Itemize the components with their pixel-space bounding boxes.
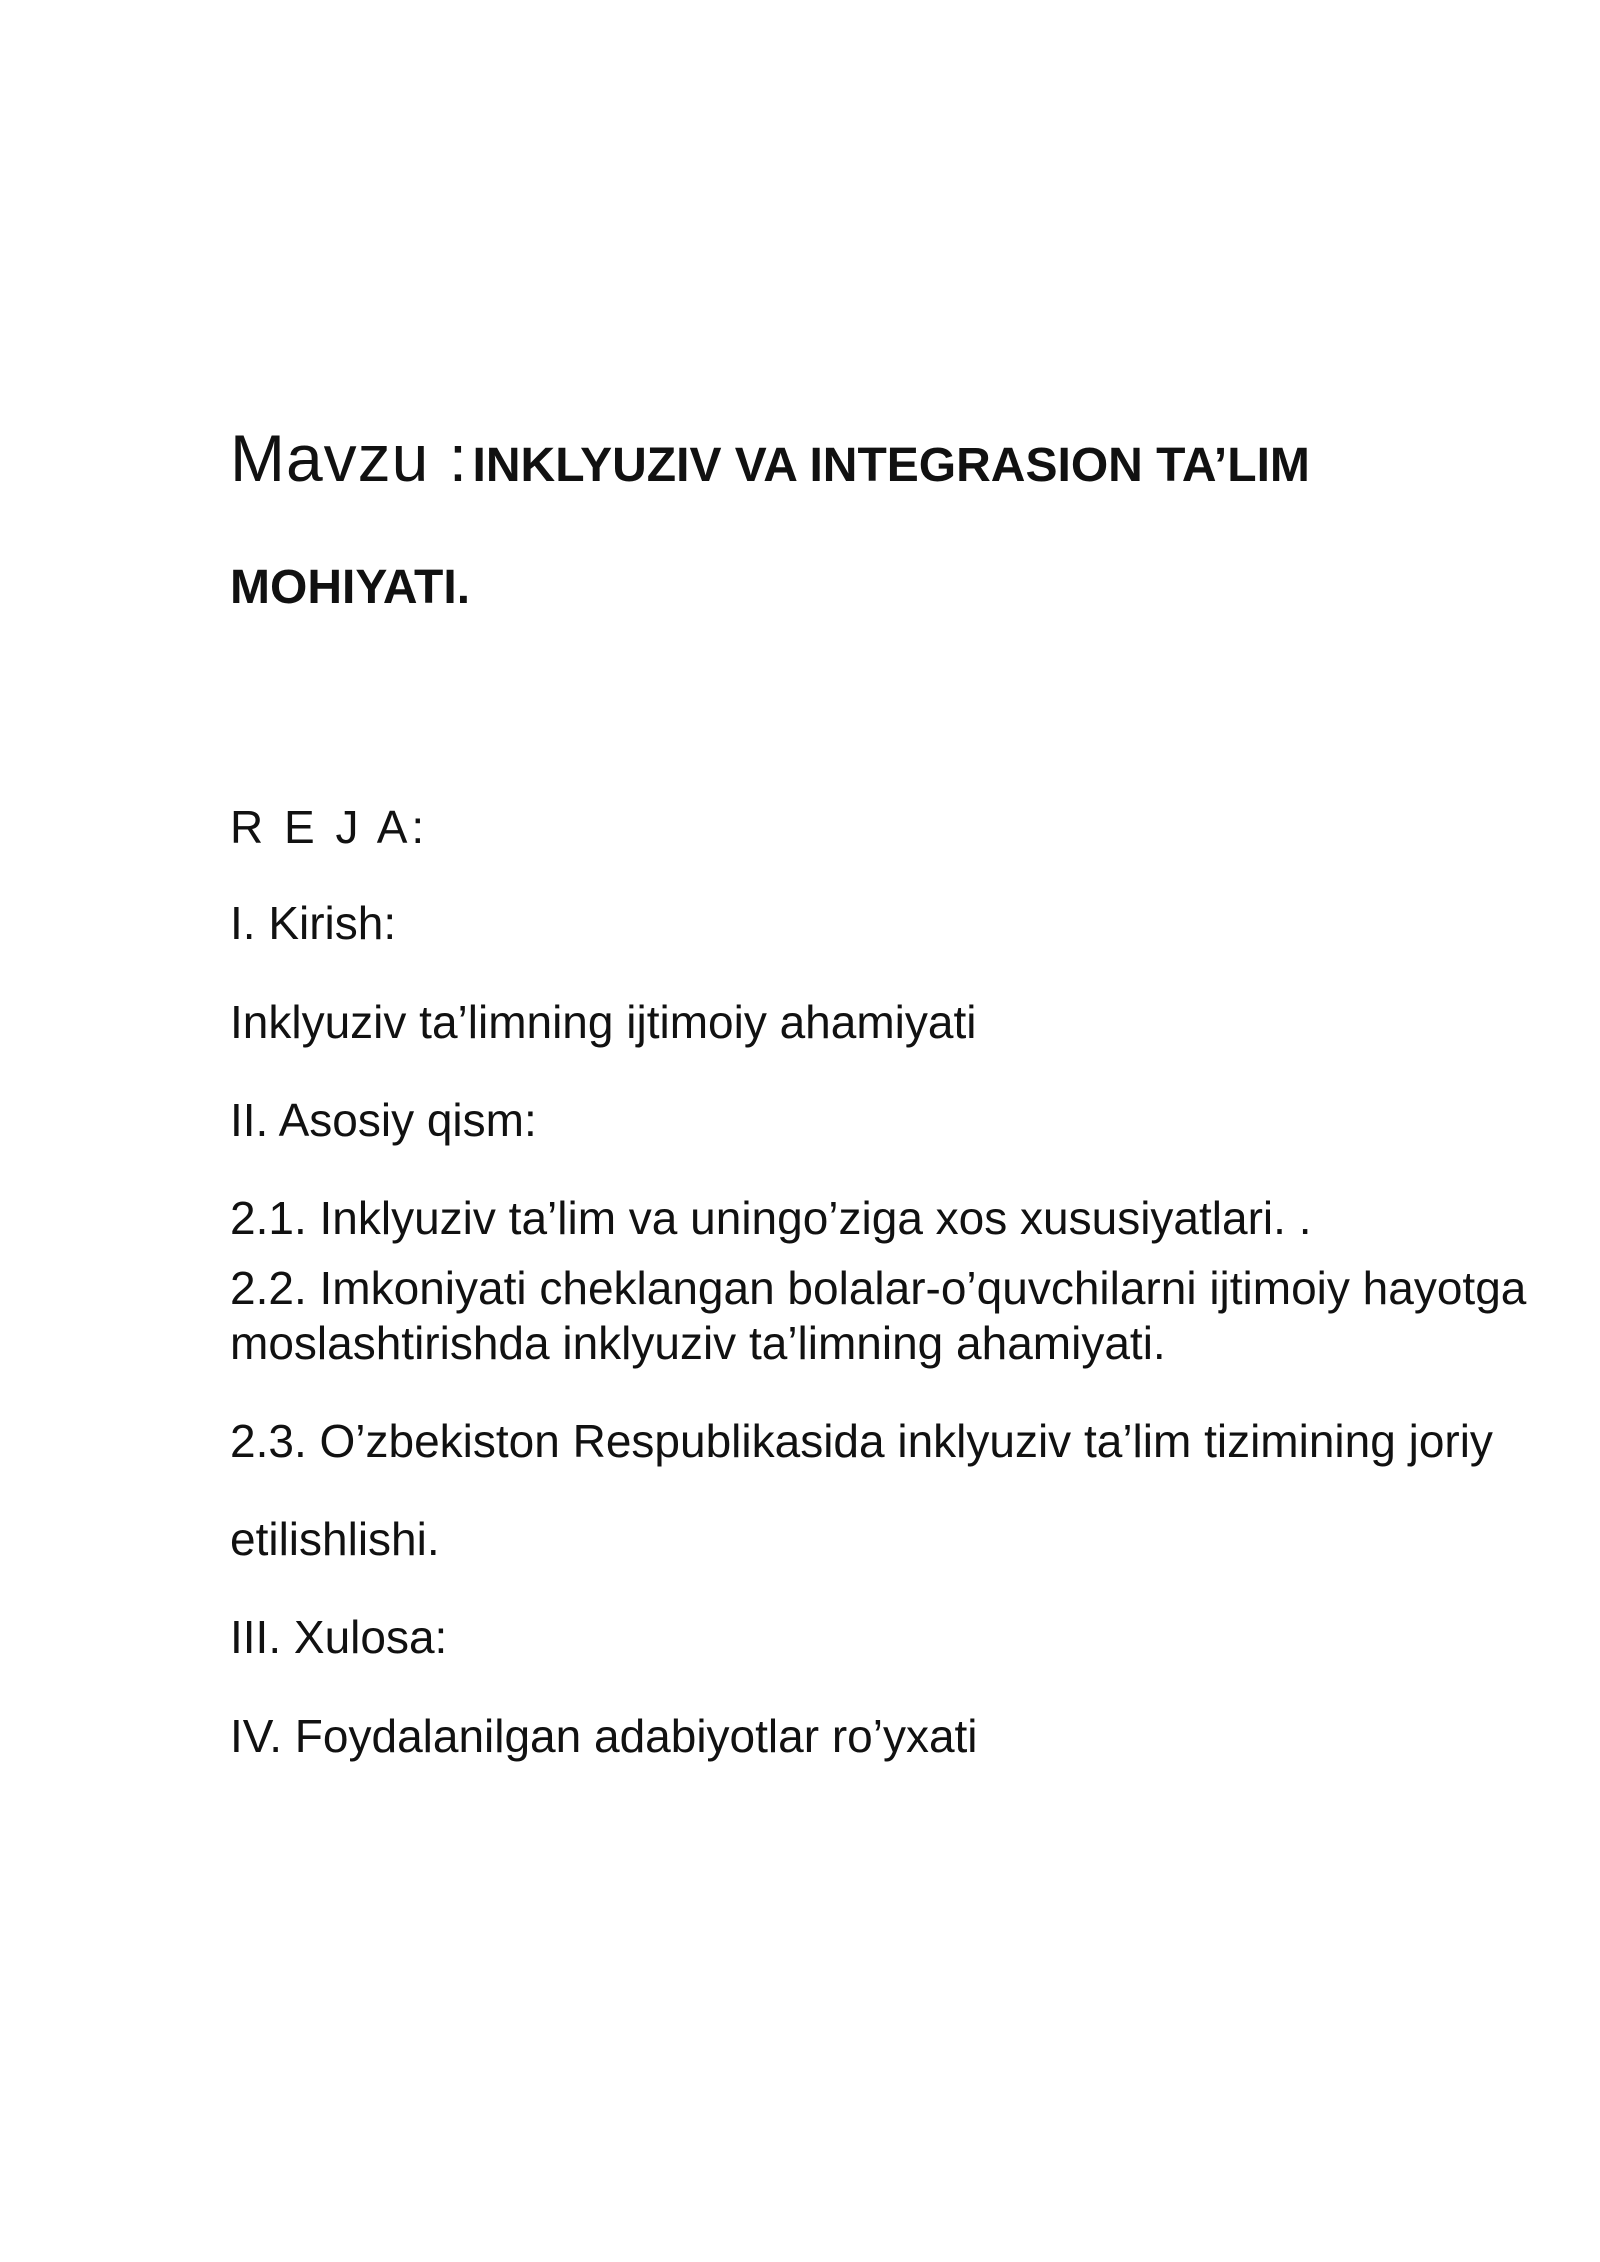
plan-item-conclusion: III. Xulosa:: [230, 1611, 448, 1664]
plan-item-references: IV. Foydalanilgan adabiyotlar ro’yxati: [230, 1709, 978, 1762]
title-text-line2: MOHIYATI.: [230, 561, 471, 614]
plan-item-2-1: 2.1. Inklyuziv ta’lim va uningo’ziga xos xususiyatlari. .: [230, 1192, 1312, 1245]
document-title: [230, 420, 1310, 496]
plan-section: [230, 800, 1530, 1763]
plan-item-intro-topic: Inklyuziv ta’limning ijtimoiy ahamiyati: [230, 995, 977, 1048]
plan-item-intro: I. Kirish:: [230, 897, 397, 950]
title-text-line1: INKLYUZIV VA INTEGRASION TA’LIM: [472, 439, 1310, 492]
title-prefix: Mavzu :: [230, 421, 469, 495]
plan-item-2-3: 2.3. O’zbekiston Respublikasida inklyuziv ta’lim tizimining joriy: [230, 1414, 1493, 1467]
plan-item-main: II. Asosiy qism:: [230, 1093, 537, 1146]
plan-item-2-2: 2.2. Imkoniyati cheklangan bolalar-o’quvchilarni ijtimoiy hayotga moslashtirishda inklyuziv ta’limning ahamiyati.: [230, 1262, 1527, 1369]
plan-item-2-3-continued: etilishlishi.: [230, 1513, 440, 1566]
plan-heading: R E J A:: [230, 801, 429, 853]
